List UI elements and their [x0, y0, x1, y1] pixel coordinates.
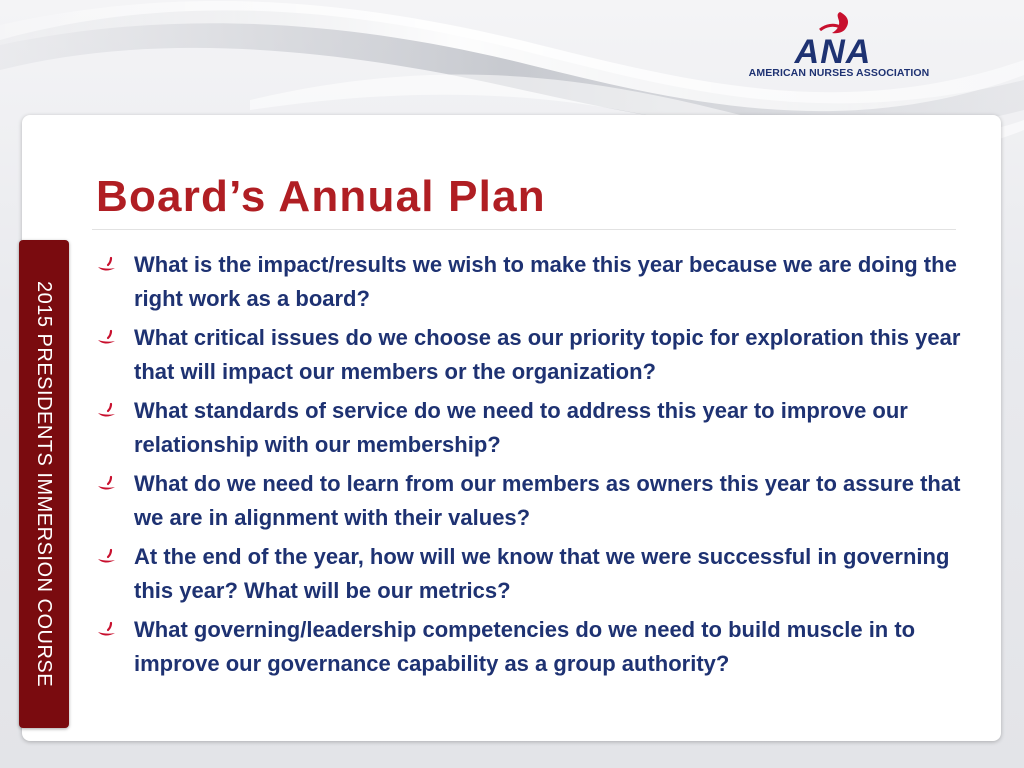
bullet-item: [96, 321, 966, 388]
bullet-text: What standards of service do we need to address this year to improve our relationship with our membership?: [134, 398, 908, 457]
swoosh-bullet-icon: [96, 400, 118, 422]
bullet-item: [96, 248, 966, 315]
bullet-text: What do we need to learn from our members as owners this year to assure that we are in alignment with their values?: [134, 471, 961, 530]
logo-mark-text: ANA: [794, 33, 872, 66]
swoosh-bullet-icon: [96, 473, 118, 495]
logo-org-name: AMERICAN NURSES ASSOCIATION: [748, 67, 930, 79]
swoosh-bullet-icon: [96, 254, 118, 276]
side-tab-label: 2015 PRESIDENTS IMMERSION COURSE: [33, 280, 55, 688]
bullet-list: [96, 248, 966, 686]
ana-logo: [700, 8, 970, 84]
ana-logo-mark: [778, 8, 888, 66]
bullet-text: What critical issues do we choose as our priority topic for exploration this year that will impact our members or the organization?: [134, 325, 961, 384]
bullet-item: [96, 540, 966, 607]
bullet-text: What is the impact/results we wish to make this year because we are doing the right work as a board?: [134, 252, 957, 311]
bullet-item: [96, 613, 966, 680]
swoosh-bullet-icon: [96, 327, 118, 349]
bullet-text: At the end of the year, how will we know that we were successful in governing this year? What will be our metrics?: [134, 544, 950, 603]
flame-icon: [832, 12, 848, 33]
swoosh-bullet-icon: [96, 546, 118, 568]
title-divider: [92, 229, 956, 230]
bullet-item: [96, 467, 966, 534]
bullet-text: What governing/leadership competencies do we need to build muscle in to improve our governance capability as a group authority?: [134, 617, 916, 676]
swoosh-bullet-icon: [96, 619, 118, 641]
slide-title: Board’s Annual Plan: [96, 172, 546, 221]
bullet-item: [96, 394, 966, 461]
